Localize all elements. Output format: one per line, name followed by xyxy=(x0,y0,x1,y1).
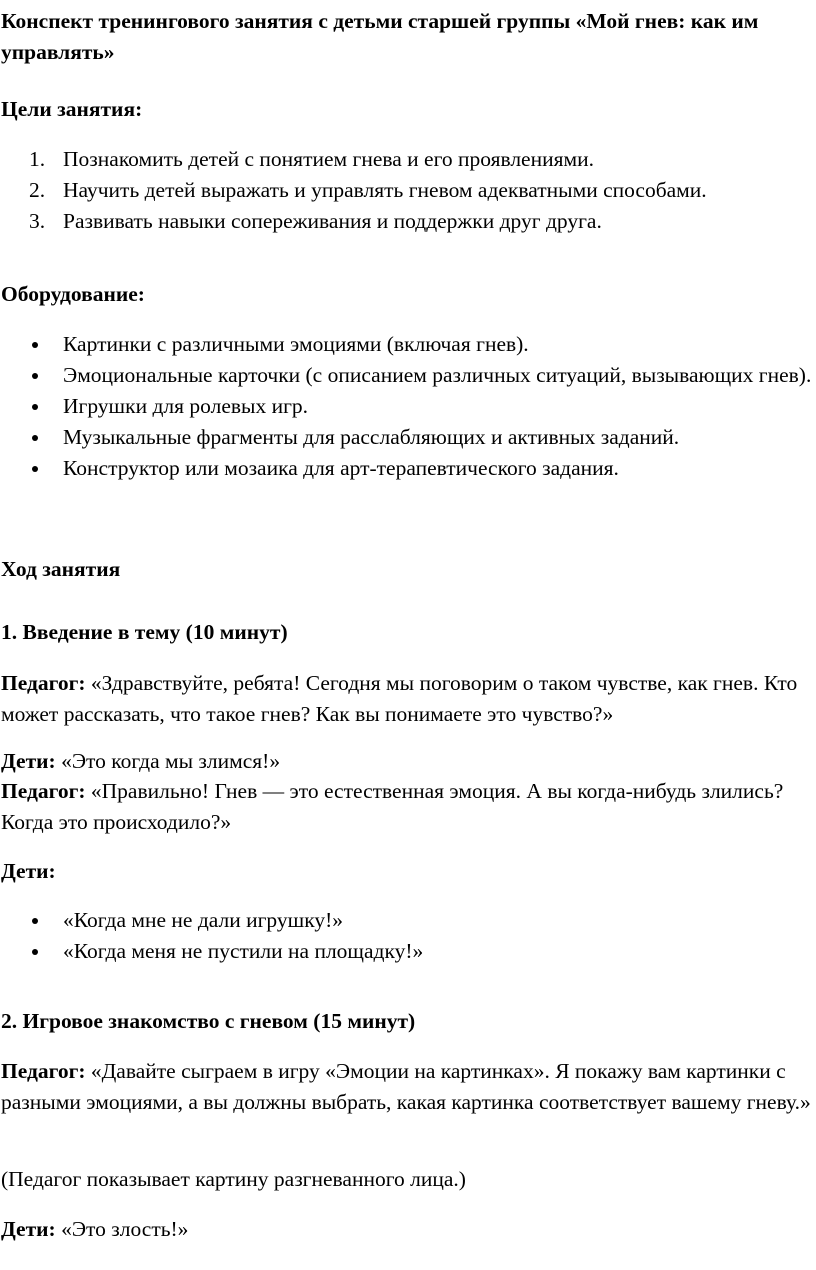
list-item-text: Конструктор или мозаика для арт-терапевтического задания. xyxy=(63,456,619,480)
dialogue-paragraph xyxy=(1,856,812,887)
list-item-text: Познакомить детей с понятием гнева и его проявлениями. xyxy=(63,147,594,171)
dialogue-text: «Это злость!» xyxy=(55,1217,189,1241)
bullet-icon xyxy=(32,373,38,379)
dialogue-paragraph xyxy=(1,746,812,777)
document-title: Конспект тренингового занятия с детьми старшей группы «Мой гнев: как им управлять» xyxy=(1,9,759,64)
list-item xyxy=(0,422,812,453)
list-item xyxy=(0,175,812,206)
stage-direction: (Педагог показывает картину разгневанного лица.) xyxy=(1,1167,466,1191)
list-item-text: Картинки с различными эмоциями (включая гнев). xyxy=(63,332,529,356)
bullet-icon xyxy=(32,342,38,348)
list-item-text: «Когда мне не дали игрушку!» xyxy=(63,908,344,932)
list-item xyxy=(0,905,812,936)
dialogue-paragraph xyxy=(1,668,812,730)
goals-heading: Цели занятия: xyxy=(1,97,143,121)
speaker-label: Дети: xyxy=(1,749,56,773)
list-item xyxy=(0,144,812,175)
speaker-label: Педагог: xyxy=(1,779,86,803)
list-number: 1. xyxy=(29,147,46,171)
dialogue-text: «Здравствуйте, ребята! Сегодня мы поговорим о таком чувстве, как гнев. Кто может рассказать, что такое гнев? Как вы понимаете это чувство?» xyxy=(1,671,798,726)
dialogue-text: «Это когда мы злимся!» xyxy=(55,749,281,773)
dialogue-text: «Правильно! Гнев — это естественная эмоция. А вы когда-нибудь злились? Когда это происходило?» xyxy=(1,779,784,834)
list-item xyxy=(0,360,812,391)
bullet-icon xyxy=(32,918,38,924)
course-heading: Ход занятия xyxy=(1,557,121,581)
children-answers-list xyxy=(0,905,812,967)
list-item xyxy=(0,206,812,237)
bullet-icon xyxy=(32,435,38,441)
speaker-label: Дети: xyxy=(1,1217,56,1241)
list-item xyxy=(0,391,812,422)
speaker-label: Педагог: xyxy=(1,671,86,695)
list-item-text: Музыкальные фрагменты для расслабляющих и активных заданий. xyxy=(63,425,680,449)
section-2-heading: 2. Игровое знакомство с гневом (15 минут) xyxy=(1,1009,416,1033)
bullet-icon xyxy=(32,949,38,955)
list-item-text: Игрушки для ролевых игр. xyxy=(63,394,309,418)
speaker-label: Педагог: xyxy=(1,1059,86,1083)
list-item-text: Развивать навыки сопереживания и поддержки друг друга. xyxy=(63,209,602,233)
list-number: 3. xyxy=(29,209,46,233)
equipment-heading: Оборудование: xyxy=(1,282,145,306)
list-item-text: «Когда меня не пустили на площадку!» xyxy=(63,939,424,963)
equipment-list xyxy=(0,329,812,484)
list-item xyxy=(0,329,812,360)
list-item xyxy=(0,453,812,484)
bullet-icon xyxy=(32,466,38,472)
dialogue-paragraph xyxy=(1,776,812,838)
goals-list xyxy=(0,144,812,237)
list-item xyxy=(0,936,812,967)
list-item-text: Эмоциональные карточки (с описанием различных ситуаций, вызывающих гнев). xyxy=(63,363,812,387)
speaker-label: Дети: xyxy=(1,859,56,883)
dialogue-text: «Давайте сыграем в игру «Эмоции на картинках». Я покажу вам картинки с разными эмоциями, а вы должны выбрать, какая картинка соответствует вашему гневу.» xyxy=(1,1059,811,1114)
section-1-heading: 1. Введение в тему (10 минут) xyxy=(1,620,288,644)
bullet-icon xyxy=(32,404,38,410)
list-number: 2. xyxy=(29,178,46,202)
dialogue-paragraph xyxy=(1,1214,812,1245)
dialogue-paragraph xyxy=(1,1056,812,1118)
list-item-text: Научить детей выражать и управлять гневом адекватными способами. xyxy=(63,178,707,202)
